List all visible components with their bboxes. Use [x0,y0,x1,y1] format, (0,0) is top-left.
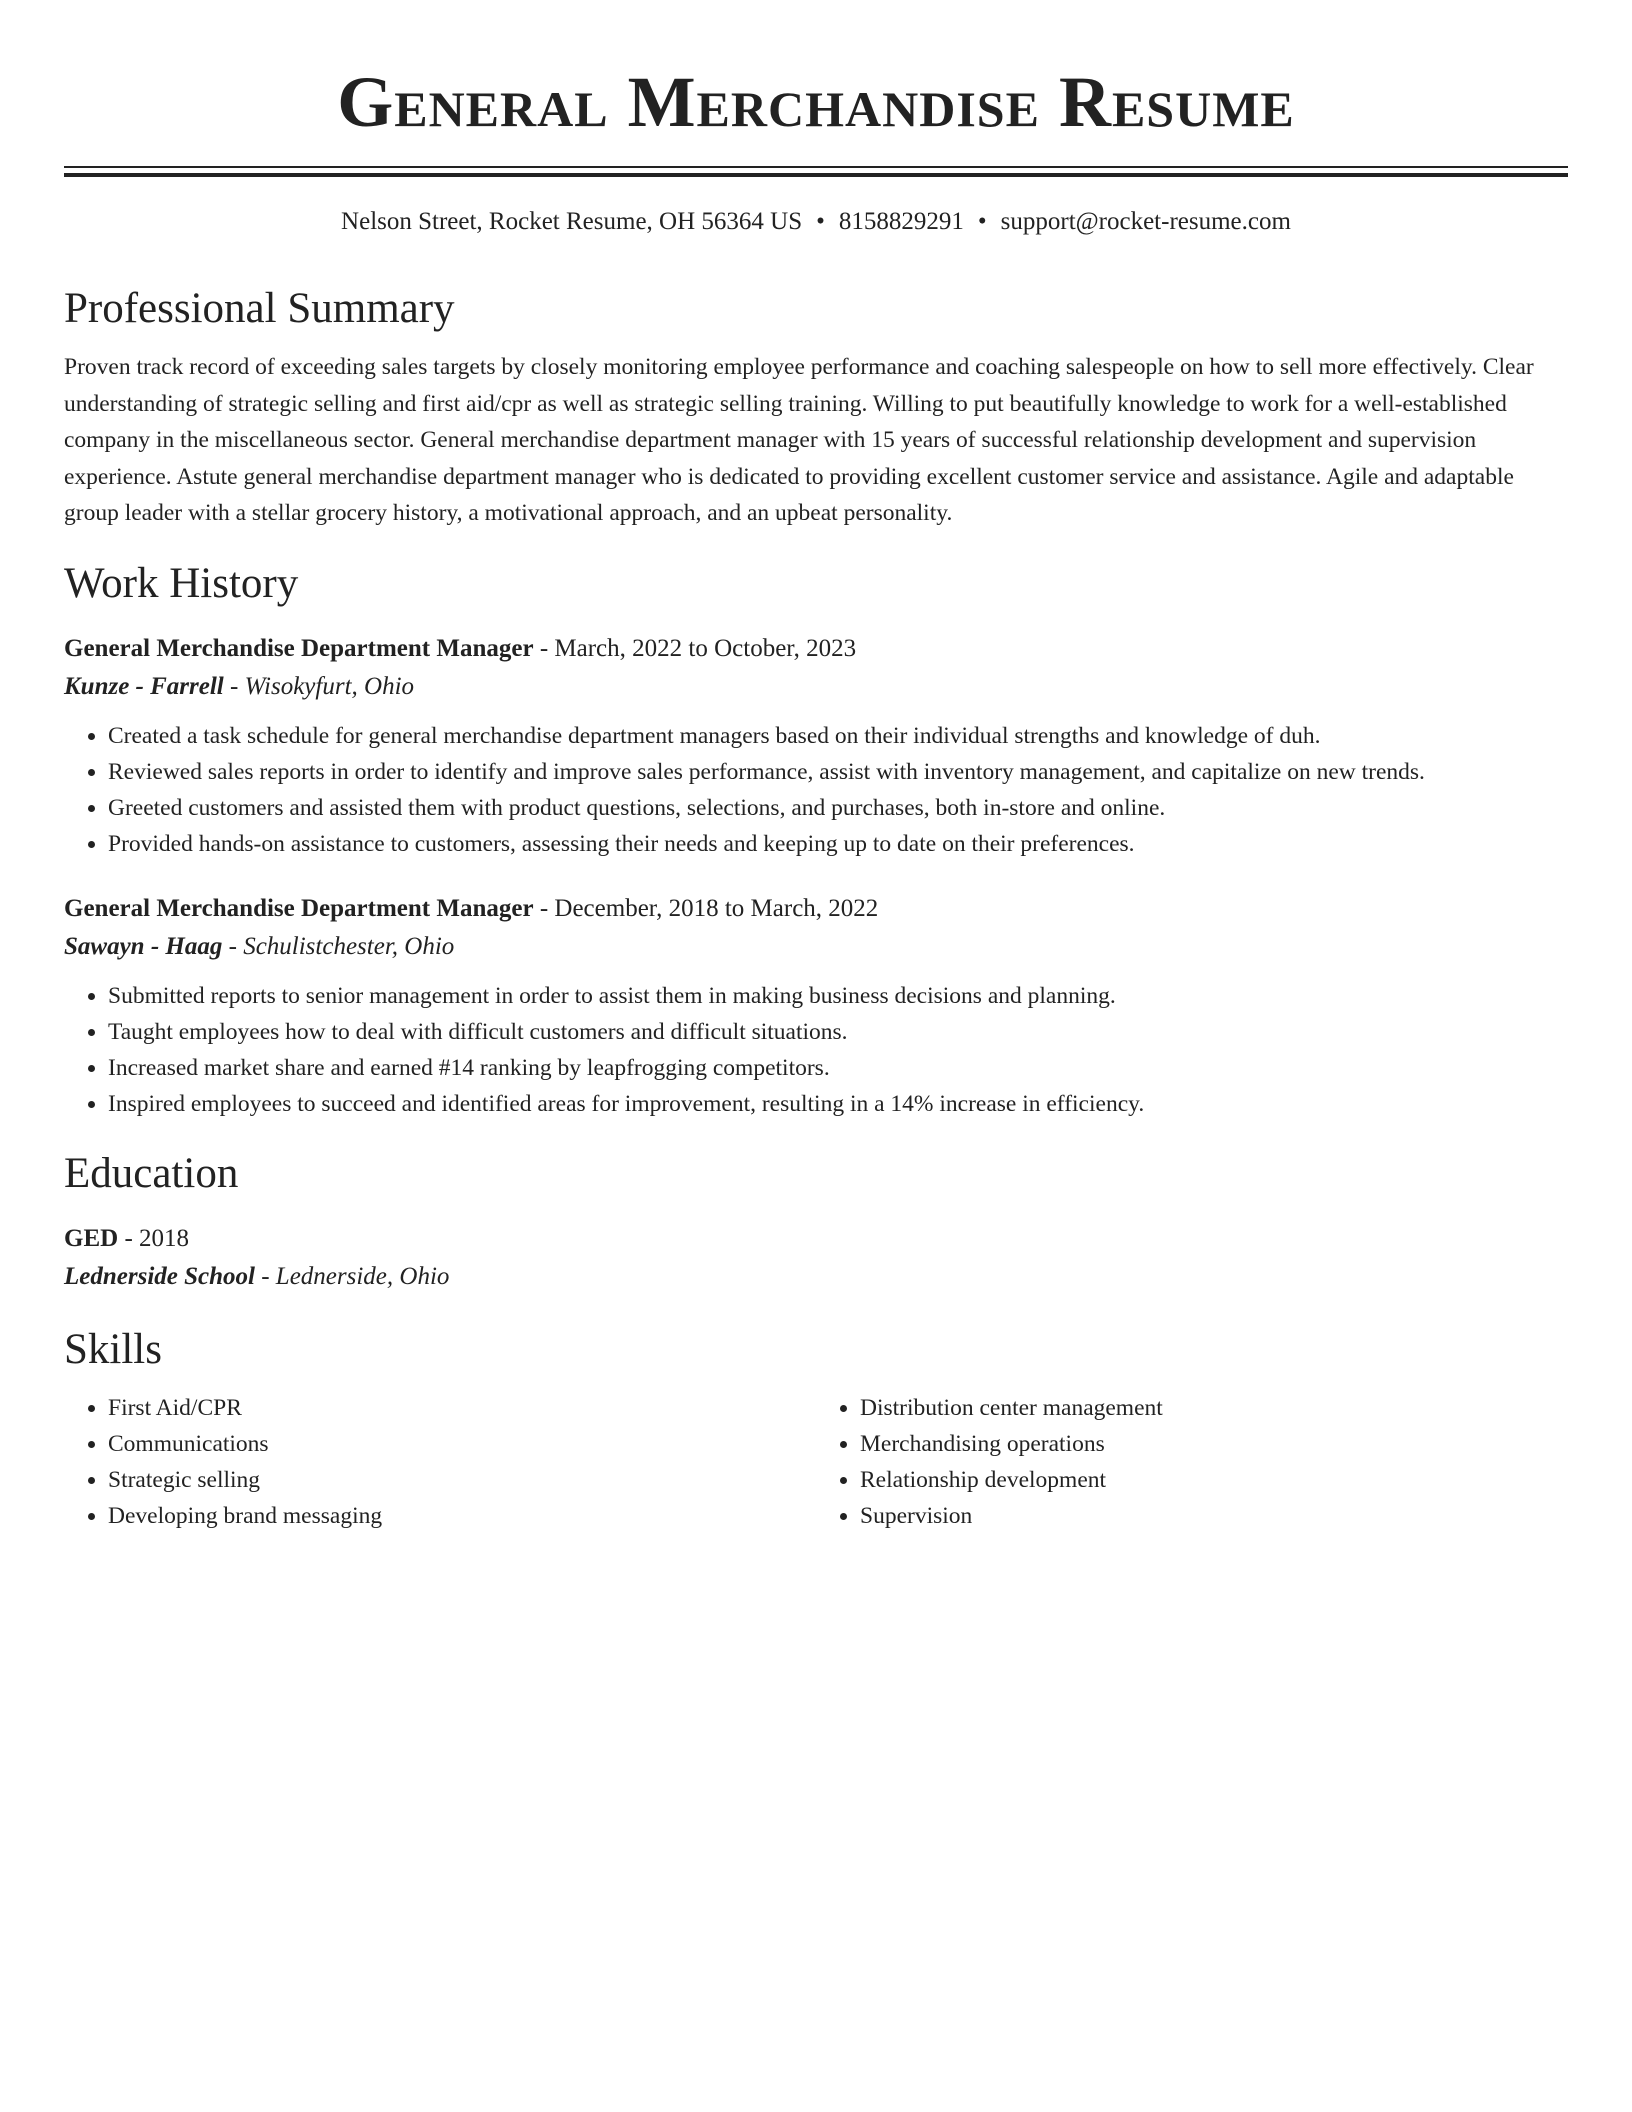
graduation-year: 2018 [139,1224,190,1252]
job-dates: March, 2022 to October, 2023 [554,634,857,662]
title-double-rule [64,166,1568,177]
company-line [64,928,1568,966]
summary-text: Proven track record of exceeding sales targets by closely monitoring employee performance and coaching salespeople on how to sell more effectively. Clear understanding of strategic selling and first aid/cpr as well as strategic selling training. Willing to put beautifully knowledge to work for a well-established company in the miscellaneous sector. General merchandise department manager with 15 years of successful relationship development and supervision experience. Astute general merchandise department manager who is dedicated to providing excellent customer service and assistance. Agile and adaptable group leader with a stellar grocery history, a motivational approach, and an upbeat personality. [64,354,1534,526]
company-separator: - [222,932,244,960]
skill-item: • Merchandising operations [860,1426,1568,1462]
skill-item: • First Aid/CPR [108,1390,816,1426]
company-name: Sawayn - Haag [64,932,223,960]
education-heading: Education [64,1149,239,1197]
job-bullet: • Provided hands-on assistance to customers, assessing their needs and keeping up to date on their preferences. [108,826,1568,862]
contact-separator: • [816,208,825,235]
job-bullet: • Taught employees how to deal with difficult customers and difficult situations. [108,1014,1568,1050]
job-bullet: • Created a task schedule for general merchandise department managers based on their individual strengths and knowledge of duh. [108,718,1568,754]
company-separator: - [223,672,245,700]
degree-line [64,1220,1568,1258]
job-separator: - [533,634,555,662]
resume-page [64,0,1568,1534]
company-line [64,668,1568,706]
skill-item: • Distribution center management [860,1390,1568,1426]
job-dates: December, 2018 to March, 2022 [554,894,879,922]
skills-grid [64,1390,1568,1534]
contact-separator: • [977,208,987,235]
contact-email: support@rocket-resume.com [1000,208,1291,235]
contact-address: Nelson Street, Rocket Resume, OH 56364 US [341,208,803,235]
school-name: Lednerside School [64,1262,255,1290]
job-entry [64,630,1568,862]
job-bullet: • Submitted reports to senior management in order to assist them in making business decisions and planning. [108,978,1568,1014]
job-bullet: • Greeted customers and assisted them with product questions, selections, and purchases, both in-store and online. [108,790,1568,826]
education-entry [64,1220,1568,1296]
resume-title: General Merchandise Resume [337,62,1295,142]
skills-column-right [816,1390,1568,1534]
job-entry [64,890,1568,1122]
job-bullets [64,978,1568,1122]
job-title-line [64,890,1568,928]
job-bullet: • Reviewed sales reports in order to identify and improve sales performance, assist with inventory management, and capitalize on new trends. [108,754,1568,790]
skill-item: • Relationship development [860,1462,1568,1498]
work-history-heading: Work History [64,559,299,607]
skill-item: • Strategic selling [108,1462,816,1498]
skills-column-left [64,1390,816,1534]
job-title: General Merchandise Department Manager [64,894,534,922]
skill-item: • Communications [108,1426,816,1462]
contact-line [64,205,1568,239]
skill-item: • Developing brand messaging [108,1498,816,1534]
school-location: Lednerside, Ohio [275,1262,450,1290]
school-separator: - [254,1262,276,1290]
company-location: Wisokyfurt, Ohio [244,672,415,700]
degree-separator: - [118,1224,140,1252]
skills-heading: Skills [64,1325,162,1373]
company-location: Schulistchester, Ohio [243,932,455,960]
skill-item: • Supervision [860,1498,1568,1534]
job-bullets [64,718,1568,862]
job-title-line [64,630,1568,668]
job-title: General Merchandise Department Manager [64,634,534,662]
company-name: Kunze - Farrell [64,672,224,700]
job-bullet: • Inspired employees to succeed and identified areas for improvement, resulting in a 14% increase in efficiency. [108,1086,1568,1122]
school-line [64,1258,1568,1296]
summary-heading: Professional Summary [64,285,455,332]
degree: GED [64,1224,119,1252]
contact-phone: 8158829291 [838,208,964,235]
job-bullet: • Increased market share and earned #14 ranking by leapfrogging competitors. [108,1050,1568,1086]
job-separator: - [533,894,555,922]
